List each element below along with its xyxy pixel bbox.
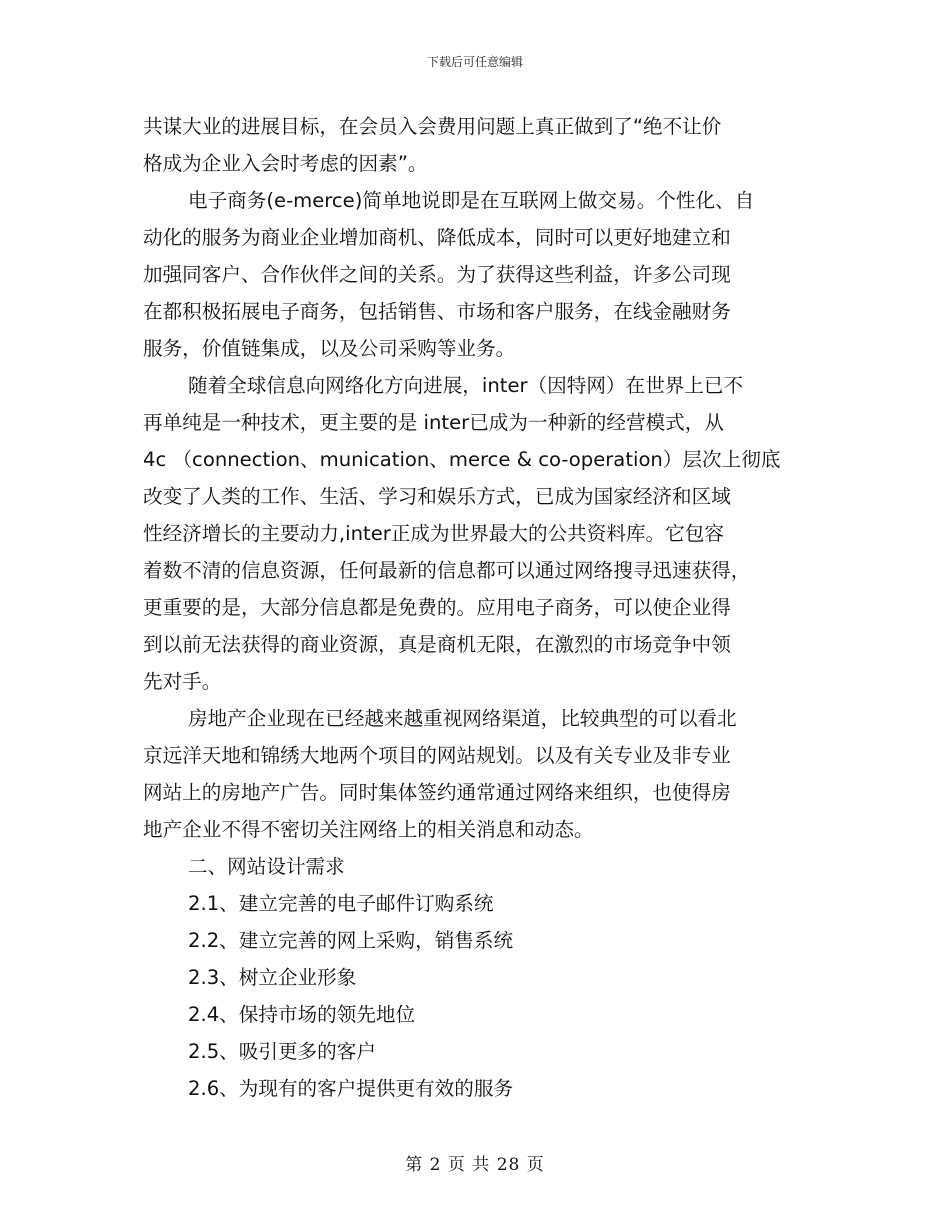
paragraph-first-line: 电子商务(e-merce)简单地说即是在互联网上做交易。个性化、自 xyxy=(188,189,755,212)
paragraph-first-line: 二、网站设计需求 xyxy=(188,855,345,878)
paragraph-line: 共谋大业的进展目标，在会员入会费用问题上真正做到了“绝不让价 xyxy=(143,115,722,138)
page-header: 下载后可任意编辑 xyxy=(426,55,523,69)
paragraph-first-line: 2.1、建立完善的电子邮件订购系统 xyxy=(188,892,494,915)
paragraph-line: 4c （connection、munication、merce & co-operation）层次上彻底 xyxy=(143,448,781,471)
document-body xyxy=(143,108,815,1107)
paragraph-first-line: 随着全球信息向网络化方向进展，inter（因特网）在世界上已不 xyxy=(188,374,744,397)
paragraph-first-line: 2.5、吸引更多的客户 xyxy=(188,1040,376,1063)
paragraph-line: 改变了人类的工作、生活、学习和娱乐方式，已成为国家经济和区域 xyxy=(143,485,731,508)
paragraph-line: 先对手。 xyxy=(143,670,222,693)
paragraph-line: 格成为企业入会时考虑的因素”。 xyxy=(143,152,428,175)
paragraph-line: 性经济增长的主要动力,inter正成为世界最大的公共资料库。它包容 xyxy=(143,522,724,545)
paragraph-line: 更重要的是，大部分信息都是免费的。应用电子商务，可以使企业得 xyxy=(143,596,731,619)
paragraph-line: 再单纯是一种技术，更主要的是 inter已成为一种新的经营模式，从 xyxy=(143,411,724,434)
page-footer: 第 2 页 共 28 页 xyxy=(405,1155,545,1175)
paragraph-line: 到以前无法获得的商业资源，真是商机无限，在激烈的市场竞争中领 xyxy=(143,633,731,656)
paragraph-line: 动化的服务为商业企业增加商机、降低成本，同时可以更好地建立和 xyxy=(143,226,731,249)
paragraph-first-line: 2.4、保持市场的领先地位 xyxy=(188,1003,416,1026)
paragraph-first-line: 2.2、建立完善的网上采购，销售系统 xyxy=(188,929,514,952)
paragraph-line: 京远洋天地和锦绣大地两个项目的网站规划。以及有关专业及非专业 xyxy=(143,744,731,767)
paragraph-first-line: 2.6、为现有的客户提供更有效的服务 xyxy=(188,1077,514,1100)
paragraph-line: 加强同客户、合作伙伴之间的关系。为了获得这些利益，许多公司现 xyxy=(143,263,731,286)
paragraph-line: 网站上的房地产广告。同时集体签约通常通过网络来组织，也使得房 xyxy=(143,781,731,804)
paragraph-line: 服务，价值链集成，以及公司采购等业务。 xyxy=(143,337,516,360)
paragraph-line: 在都积极拓展电子商务，包括销售、市场和客户服务，在线金融财务 xyxy=(143,300,731,323)
paragraph-first-line: 2.3、树立企业形象 xyxy=(188,966,357,989)
paragraph-line: 地产企业不得不密切关注网络上的相关消息和动态。 xyxy=(143,818,594,841)
paragraph-line: 着数不清的信息资源，任何最新的信息都可以通过网络搜寻迅速获得， xyxy=(143,559,751,582)
paragraph-first-line: 房地产企业现在已经越来越重视网络渠道，比较典型的可以看北 xyxy=(188,707,737,730)
